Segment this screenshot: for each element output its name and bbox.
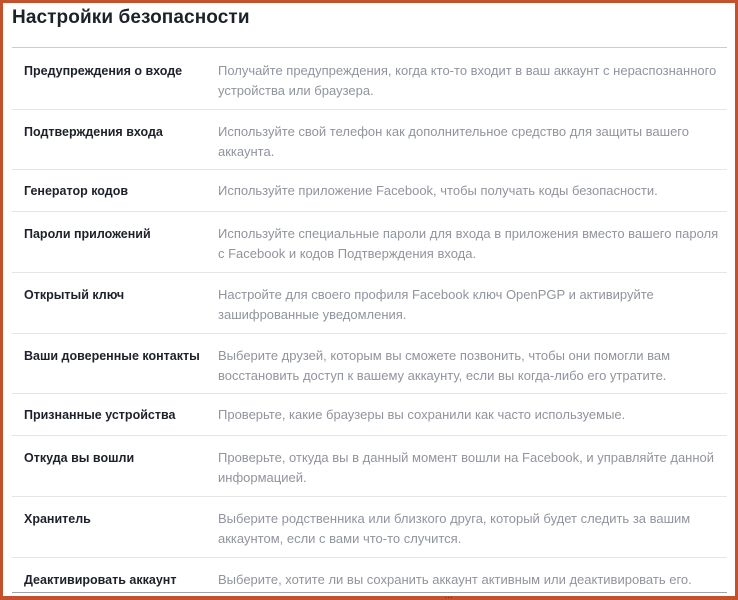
setting-row-trusted-contacts[interactable]: [12, 334, 727, 394]
bottom-divider: [12, 592, 727, 593]
resize-grip-icon[interactable]: …: [444, 590, 452, 600]
setting-row-legacy-contact[interactable]: [12, 497, 727, 558]
setting-description: Используйте специальные пароли для входа в приложения вместо вашего пароля с Facebook и кодов Подтверждения входа.: [218, 226, 719, 261]
setting-description: Проверьте, откуда вы в данный момент вошли на Facebook, и управляйте данной информацией.: [218, 450, 715, 485]
setting-row-public-key[interactable]: [12, 273, 727, 334]
setting-label: Откуда вы вошли: [24, 451, 135, 465]
setting-row-recognized-devices[interactable]: [12, 394, 727, 436]
page-title: Настройки безопасности: [12, 7, 250, 28]
setting-row-where-logged-in[interactable]: [12, 436, 727, 497]
setting-label: Подтверждения входа: [24, 125, 163, 139]
setting-row-login-alerts[interactable]: [12, 48, 727, 110]
setting-label: Деактивировать аккаунт: [24, 573, 177, 587]
setting-description: Используйте свой телефон как дополнительное средство для защиты вашего аккаунта.: [218, 124, 689, 159]
setting-description: Используйте приложение Facebook, чтобы получать коды безопасности.: [218, 183, 658, 198]
setting-description: Получайте предупреждения, когда кто-то входит в ваш аккаунт с нераспознанного устройства или браузера.: [218, 63, 717, 98]
setting-row-app-passwords[interactable]: [12, 212, 727, 273]
setting-description: Выберите, хотите ли вы сохранить аккаунт активным или деактивировать его.: [218, 572, 692, 587]
setting-label: Ваши доверенные контакты: [24, 349, 200, 363]
setting-row-login-approvals[interactable]: [12, 110, 727, 170]
setting-description: Настройте для своего профиля Facebook ключ OpenPGP и активируйте зашифрованные уведомления.: [218, 287, 654, 322]
setting-label: Признанные устройства: [24, 408, 176, 422]
setting-label: Генератор кодов: [24, 184, 129, 198]
setting-description: Выберите друзей, которым вы сможете позвонить, чтобы они помогли вам восстановить доступ к вашему аккаунту, если вы когда-либо его утратите.: [218, 348, 671, 383]
settings-list: [12, 48, 727, 598]
setting-label: Предупреждения о входе: [24, 64, 183, 78]
setting-description: Выберите родственника или близкого друга, который будет следить за вашим аккаунтом, если с вами что-то случится.: [218, 511, 691, 546]
setting-description: Проверьте, какие браузеры вы сохранили как часто используемые.: [218, 407, 626, 422]
setting-label: Хранитель: [24, 512, 91, 526]
setting-label: Пароли приложений: [24, 227, 151, 241]
setting-row-code-generator[interactable]: [12, 170, 727, 212]
setting-label: Открытый ключ: [24, 288, 125, 302]
